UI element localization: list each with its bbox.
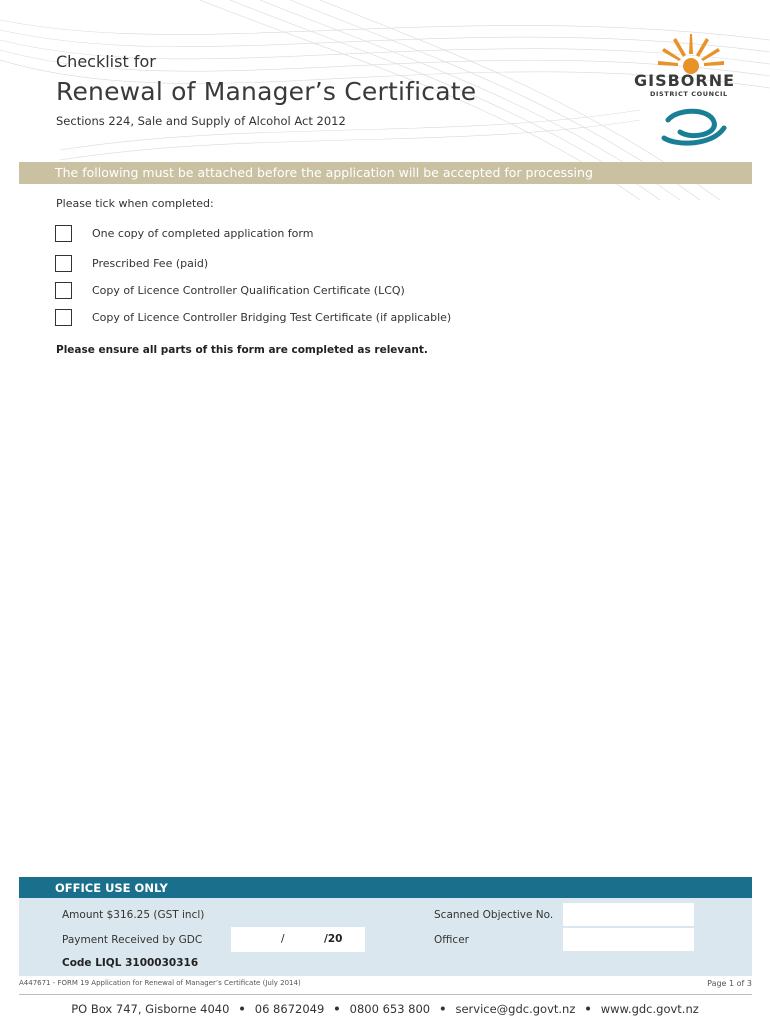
- completion-note: Please ensure all parts of this form are completed as relevant.: [56, 344, 428, 356]
- date-year-prefix: /20: [324, 933, 343, 945]
- checkbox-lcq[interactable]: [55, 282, 72, 299]
- checklist-item-label: Copy of Licence Controller Qualification Certificate (LCQ): [92, 284, 405, 297]
- sun-icon: [658, 34, 724, 74]
- website-link[interactable]: www.gdc.govt.nz: [600, 1002, 699, 1016]
- payment-received-label: Payment Received by GDC: [62, 934, 203, 946]
- email-link[interactable]: service@gdc.govt.nz: [455, 1002, 576, 1016]
- form-reference: A447671 - FORM 19 Application for Renewal of Manager’s Certificate (July 2014): [19, 979, 301, 987]
- scanned-objective-label: Scanned Objective No.: [434, 909, 554, 921]
- checkbox-prescribed-fee[interactable]: [55, 255, 72, 272]
- checklist-item-label: One copy of completed application form: [92, 227, 314, 240]
- checklist-item-lcq: [55, 282, 555, 302]
- checkbox-application-form[interactable]: [55, 225, 72, 242]
- footer-contact: [0, 1002, 770, 1016]
- checklist-item-label: Copy of Licence Controller Bridging Test Certificate (if applicable): [92, 311, 452, 324]
- phone-number: 06 8672049: [254, 1002, 325, 1016]
- checklist-item-label: Prescribed Fee (paid): [92, 257, 209, 270]
- separator-dot: •: [584, 1002, 592, 1016]
- page-subtitle: Sections 224, Sale and Supply of Alcohol Act 2012: [56, 114, 346, 128]
- code-label: Code LIQL 3100030316: [62, 957, 199, 969]
- scanned-objective-field[interactable]: [563, 903, 694, 926]
- separator-dot: •: [439, 1002, 447, 1016]
- checkbox-bridging-test[interactable]: [55, 309, 72, 326]
- page-number: Page 1 of 3: [707, 979, 752, 988]
- amount-label: Amount $316.25 (GST incl): [62, 909, 205, 921]
- logo-subtitle: DISTRICT COUNCIL: [650, 90, 728, 98]
- tick-instruction: Please tick when completed:: [56, 197, 214, 210]
- officer-field[interactable]: [563, 928, 694, 951]
- office-use-panel: [19, 877, 752, 976]
- checklist-item-application-form: [55, 225, 555, 245]
- po-box: PO Box 747, Gisborne 4040: [71, 1002, 230, 1016]
- title-block: [56, 52, 476, 128]
- officer-label: Officer: [434, 934, 469, 946]
- payment-date-field[interactable]: [231, 927, 365, 952]
- office-use-header: OFFICE USE ONLY: [19, 877, 752, 898]
- swirl-icon: [664, 111, 724, 143]
- footer-divider: [19, 994, 752, 995]
- date-separator: /: [281, 933, 285, 945]
- checklist-item-prescribed-fee: [55, 255, 555, 275]
- freephone-number: 0800 653 800: [349, 1002, 431, 1016]
- separator-dot: •: [238, 1002, 246, 1016]
- checklist-for-heading: Checklist for: [56, 52, 156, 71]
- logo-name: GISBORNE: [634, 71, 736, 90]
- requirements-banner: The following must be attached before the application will be accepted for processing: [19, 162, 752, 184]
- page-title: Renewal of Manager’s Certificate: [56, 77, 477, 106]
- separator-dot: •: [333, 1002, 341, 1016]
- checklist-item-bridging-test: [55, 309, 555, 329]
